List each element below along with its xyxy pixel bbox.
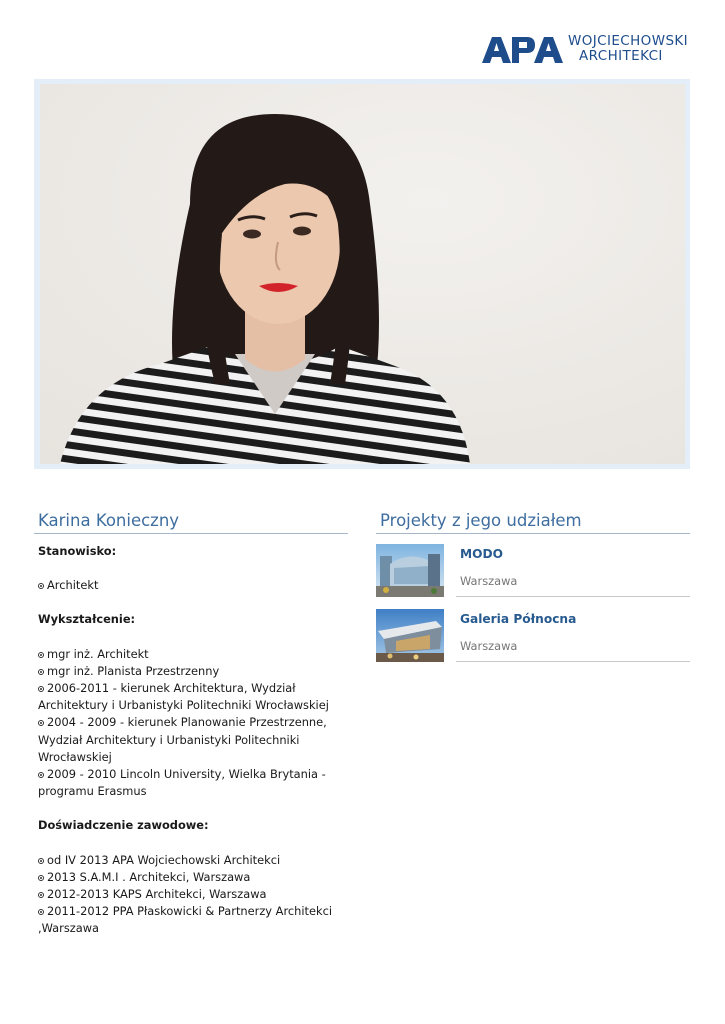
bullet-icon: [38, 909, 44, 915]
projects-title: Projekty z jego udziałem: [376, 510, 690, 534]
project-name-link[interactable]: MODO: [460, 547, 503, 561]
project-item[interactable]: [376, 534, 690, 599]
list-item: Architekt: [38, 577, 348, 594]
bullet-icon: [38, 858, 44, 864]
bullet-icon: [38, 652, 44, 658]
apa-logo-mark: [482, 35, 564, 65]
profile-body: [34, 543, 348, 938]
bullet-icon: [38, 669, 44, 675]
list-item: od IV 2013 APA Wojciechowski Architekci: [38, 852, 348, 869]
position-label: Stanowisko:: [38, 544, 117, 558]
project-city: Warszawa: [460, 574, 518, 588]
list-item: mgr inż. Architekt: [38, 646, 348, 663]
project-name-link[interactable]: Galeria Północna: [460, 612, 577, 626]
company-logo: [482, 33, 692, 67]
logo-line-1: WOJCIECHOWSKI: [568, 33, 689, 49]
profile-section: [34, 510, 348, 938]
portrait-photo: [40, 84, 685, 464]
experience-label: Doświadczenie zawodowe:: [38, 818, 209, 833]
list-item: mgr inż. Planista Przestrzenny: [38, 663, 348, 680]
bullet-icon: [38, 686, 44, 692]
projects-section: [376, 510, 690, 664]
bullet-icon: [38, 875, 44, 881]
logo-line-2: ARCHITEKCI: [579, 48, 663, 64]
list-item: 2013 S.A.M.I . Architekci, Warszawa: [38, 869, 348, 886]
bullet-icon: [38, 583, 44, 589]
logo-wordmark: [568, 34, 688, 64]
list-item: 2012-2013 KAPS Architekci, Warszawa: [38, 886, 348, 903]
person-name: Karina Konieczny: [34, 510, 348, 534]
list-item: 2011-2012 PPA Płaskowicki & Partnerzy Architekci ,Warszawa: [38, 904, 333, 936]
project-item[interactable]: [376, 599, 690, 664]
project-info: [456, 534, 690, 597]
list-item: 2009 - 2010 Lincoln University, Wielka Brytania - programu Erasmus: [38, 767, 326, 799]
list-item: 2006-2011 - kierunek Architektura, Wydział Architektury i Urbanistyki Politechniki Wrocławskiej: [38, 681, 329, 713]
project-thumbnail[interactable]: [376, 609, 444, 662]
project-info: [456, 599, 690, 662]
list-item: 2004 - 2009 - kierunek Planowanie Przestrzenne, Wydział Architektury i Urbanistyki Politechniki Wrocławskiej: [38, 715, 327, 764]
education-label: Wykształcenie:: [38, 612, 136, 627]
bullet-icon: [38, 892, 44, 898]
project-city: Warszawa: [460, 639, 518, 653]
bullet-icon: [38, 772, 44, 778]
project-thumbnail[interactable]: [376, 544, 444, 597]
bullet-icon: [38, 720, 44, 726]
